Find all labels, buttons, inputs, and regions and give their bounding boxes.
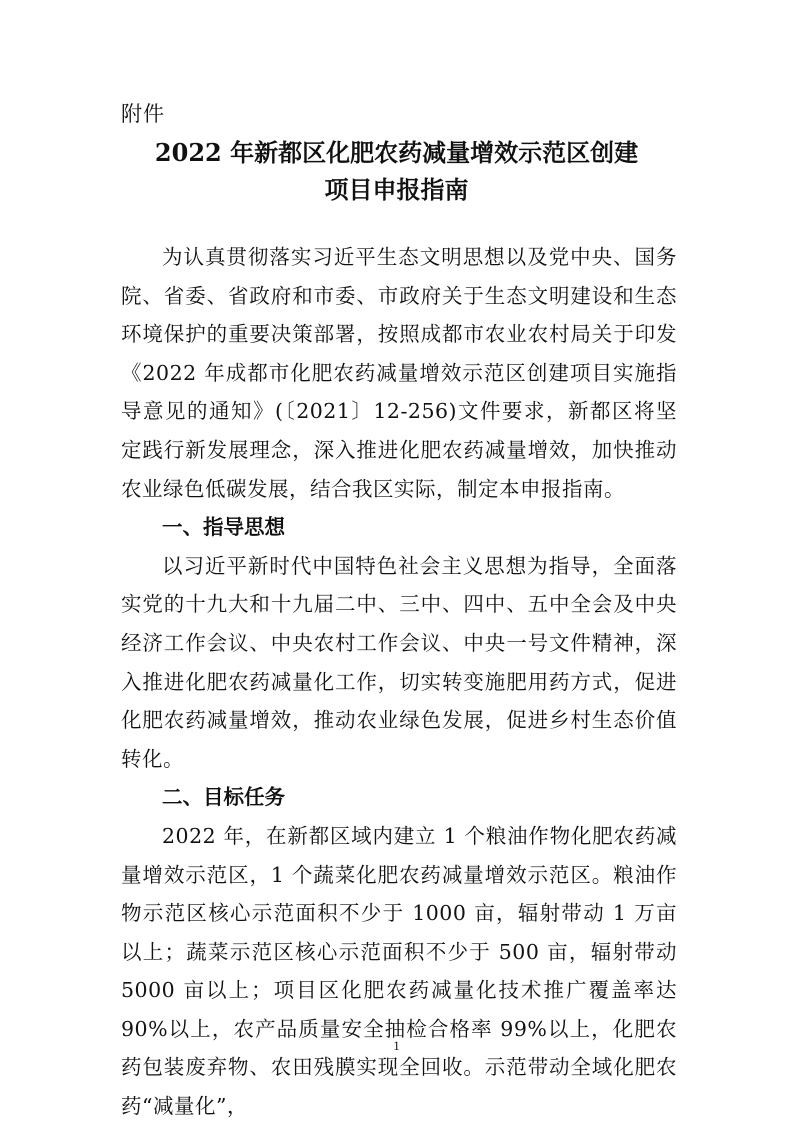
section-heading-target-tasks: 二、目标任务 [162, 785, 285, 810]
document-title-line-1: 2022 年新都区化肥农药减量增效示范区创建 [154, 138, 639, 167]
section-paragraph-target-tasks: 2022 年，在新都区域内建立 1 个粮油作物化肥农药减量增效示范区，1 个蔬菜化肥农药减量增效示范区。粮油作物示范区核心示范面积不少于 1000 亩，辐射带动 1 万亩以上；蔬菜示范区核心示范面积不少于 500 亩，辐射带动 5000 亩以上；项目区化肥农药减量化技术推广覆盖率达 90%以上，农产品质量安全抽检合格率 99%以上，化肥农药包装废弃物、农田残膜实现全回收。示范带动全域化肥农药“减量化”， [121, 823, 677, 1119]
attachment-label: 附件 [121, 102, 165, 126]
intro-paragraph: 为认真贯彻落实习近平生态文明思想以及党中央、国务院、省委、省政府和市委、市政府关于生态文明建设和生态环境保护的重要决策部署，按照成都市农业农村局关于印发《2022 年成都市化肥农药减量增效示范区创建项目实施指导意见的通知》(〔2021〕12-256)文件要求，新都区将坚定践行新发展理念，深入推进化肥农药减量增效，加快推动农业绿色低碳发展，结合我区实际，制定本申报指南。 [121, 245, 677, 501]
section-heading-guiding-ideology: 一、指导思想 [162, 515, 285, 540]
document-body [121, 238, 677, 1126]
document-title-line-2: 项目申报指南 [324, 175, 469, 204]
page-number: 1 [393, 1038, 400, 1053]
section-paragraph-guiding-ideology: 以习近平新时代中国特色社会主义思想为指导，全面落实党的十九大和十九届二中、三中、四中、五中全会及中央经济工作会议、中央农村工作会议、中央一号文件精神，深入推进化肥农药减量化工作，切实转变施肥用药方式，促进化肥农药减量增效，推动农业绿色发展，促进乡村生态价值转化。 [121, 553, 677, 771]
